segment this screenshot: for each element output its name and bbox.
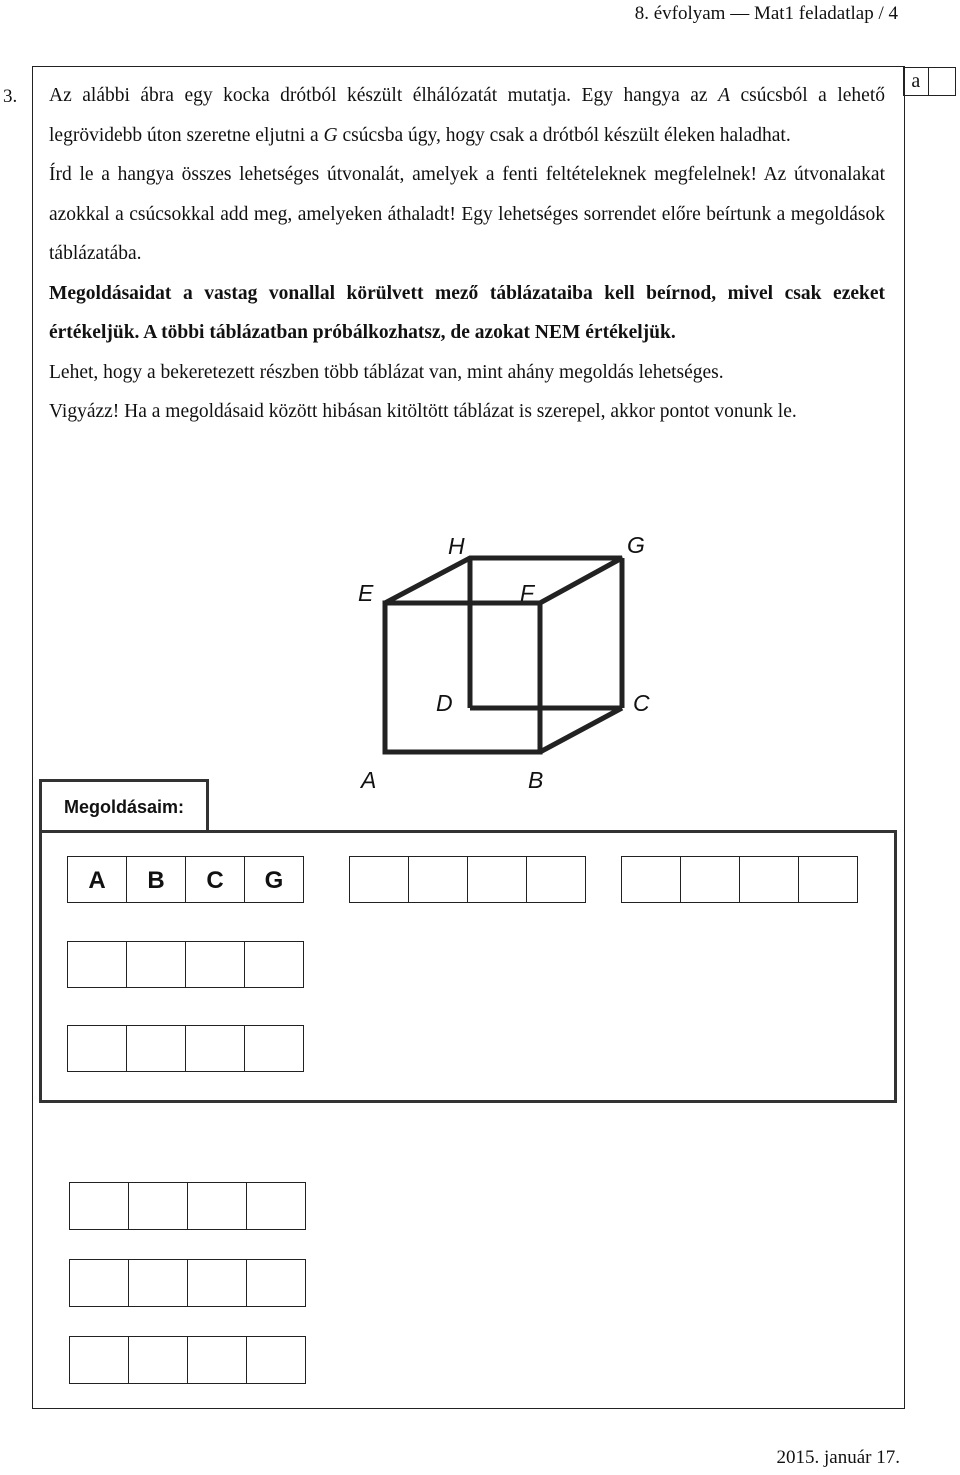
task-warning: Vigyázz! Ha a megoldásaid között hibásan kitöltött táblázat is szerepel, akkor pontot vonunk le. — [49, 401, 797, 422]
solution-table — [67, 941, 304, 988]
cell-input[interactable] — [349, 856, 409, 903]
label-h: H — [448, 533, 465, 559]
cell-input[interactable] — [67, 1025, 127, 1072]
solution-table — [349, 856, 586, 903]
cell-input[interactable] — [246, 1182, 306, 1230]
task-number: 3. — [3, 86, 18, 107]
score-label: a — [903, 67, 929, 96]
task-instructions: Írd le a hangya összes lehetséges útvonalát, amelyek a fenti feltételeknek megfelelnek! Az útvonalakat azokkal a csúcsokkal add meg, amelyeken áthaladt! Egy lehetséges sorrendet előre beírtunk a megoldások táblázatába. — [49, 164, 885, 264]
cell-input[interactable] — [128, 1336, 188, 1384]
cell-input[interactable] — [128, 1259, 188, 1307]
solutions-label: Megoldásaim: — [39, 779, 209, 830]
cell-input[interactable] — [185, 941, 245, 988]
cell-input[interactable] — [798, 856, 858, 903]
cube-bottom-right-edge — [540, 708, 622, 752]
cube-top-face — [385, 558, 622, 603]
cell-input[interactable] — [187, 1182, 247, 1230]
cell-input[interactable] — [185, 1025, 245, 1072]
solution-table — [621, 856, 858, 903]
cell: C — [185, 856, 245, 903]
solution-table-example — [67, 856, 304, 903]
cell-input[interactable] — [187, 1259, 247, 1307]
scratch-table — [69, 1182, 306, 1230]
scratch-table — [69, 1259, 306, 1307]
cell-input[interactable] — [126, 941, 186, 988]
cell: B — [126, 856, 186, 903]
task-note: Lehet, hogy a bekeretezett részben több táblázat van, mint ahány megoldás lehetséges. — [49, 361, 724, 383]
cell-input[interactable] — [69, 1182, 129, 1230]
scratch-table — [69, 1336, 306, 1384]
cell-input[interactable] — [680, 856, 740, 903]
var-a: A — [718, 85, 731, 106]
page-header: 8. évfolyam — Mat1 feladatlap / 4 — [634, 3, 898, 24]
cell-input[interactable] — [187, 1336, 247, 1384]
task-bold-note: Megoldásaidat a vastag vonallal körülvett mező táblázataiba kell beírnod, mivel csak ezeket értékeljük. A többi táblázatban próbálkozhatsz, de azokat NEM értékeljük. — [49, 282, 885, 343]
label-a: A — [361, 767, 377, 793]
task-intro: Az alábbi ábra egy kocka drótból készült élhálózatát mutatja. Egy hangya az A csúcsból a lehető legrövidebb úton szeretne eljutni a G csúcsba úgy, hogy csak a drótból készült éleken haladhat. — [49, 85, 885, 146]
cell-input[interactable] — [67, 941, 127, 988]
label-g: G — [627, 532, 645, 558]
label-c: C — [633, 690, 650, 716]
label-d: D — [436, 690, 453, 716]
var-g: G — [323, 124, 338, 146]
cell-input[interactable] — [69, 1336, 129, 1384]
cell-input[interactable] — [246, 1259, 306, 1307]
cell-input[interactable] — [621, 856, 681, 903]
label-b: B — [528, 767, 544, 793]
solution-table — [67, 1025, 304, 1072]
label-f: F — [520, 580, 535, 606]
cell-input[interactable] — [126, 1025, 186, 1072]
page-footer-date: 2015. január 17. — [776, 1447, 900, 1468]
cell-input[interactable] — [408, 856, 468, 903]
label-e: E — [358, 580, 374, 606]
cell-input[interactable] — [128, 1182, 188, 1230]
cell-input[interactable] — [246, 1336, 306, 1384]
cell-input[interactable] — [467, 856, 527, 903]
cell-input[interactable] — [526, 856, 586, 903]
cell-input[interactable] — [69, 1259, 129, 1307]
cell-input[interactable] — [244, 941, 304, 988]
cell: G — [244, 856, 304, 903]
cell: A — [67, 856, 127, 903]
cube-front-face — [385, 603, 540, 752]
cell-input[interactable] — [244, 1025, 304, 1072]
cell-input[interactable] — [739, 856, 799, 903]
